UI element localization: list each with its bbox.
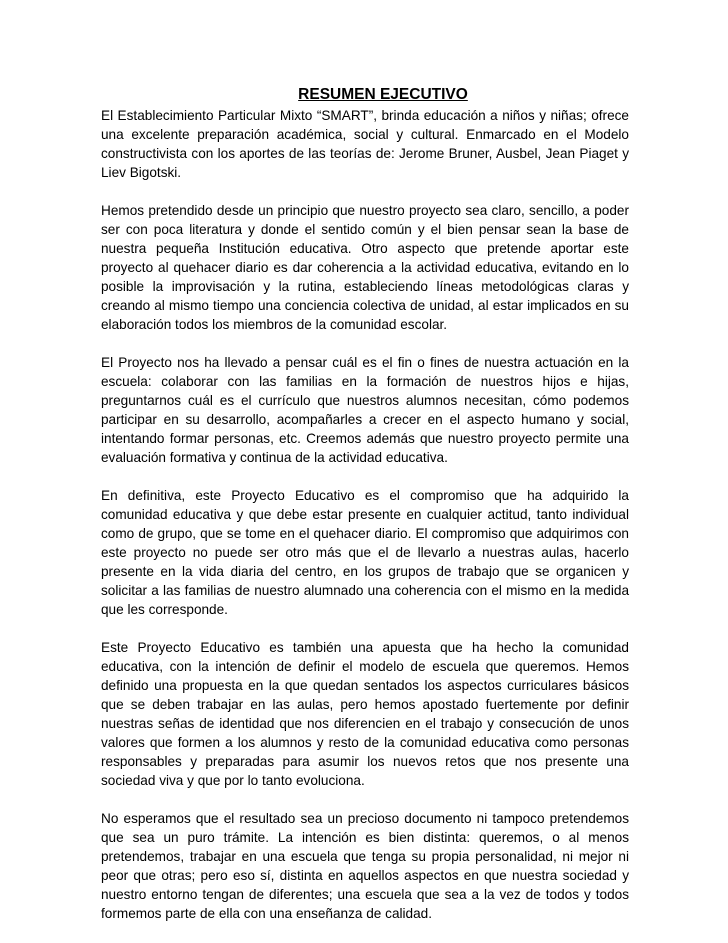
- paragraph-intro: El Establecimiento Particular Mixto “SMART”, brinda educación a niños y niñas; ofrece una excelente preparación académica, social y cultural. Enmarcado en el Modelo constructivista con los aportes de las teorías de: Jerome Bruner, Ausbel, Jean Piaget y Liev Bigotski.: [101, 108, 629, 180]
- paragraph-goals: El Proyecto nos ha llevado a pensar cuál es el fin o fines de nuestra actuación en la escuela: colaborar con las familias en la formación de nuestros hijos e hijas, preguntarnos cuál es el currículo que nuestros alumnos necesitan, cómo podemos participar en su desarrollo, acompañarles a crecer en el aspecto humano y social, intentando formar personas, etc. Creemos además que nuestro proyecto permite una evaluación formativa y continua de la actividad educativa.: [101, 355, 629, 465]
- paragraph-commitment: En definitiva, este Proyecto Educativo es el compromiso que ha adquirido la comunidad educativa y que debe estar presente en cualquier actitud, tanto individual como de grupo, que se tome en el quehacer diario. El compromiso que adquirimos con este proyecto no puede ser otro más que el de llevarlo a nuestras aulas, hacerlo presente en la vida diaria del centro, en los grupos de trabajo que se organicen y solicitar a las familias de nuestro alumnado una coherencia con el mismo en la medida que les corresponde.: [101, 488, 629, 617]
- paragraph-purpose: Hemos pretendido desde un principio que nuestro proyecto sea claro, sencillo, a poder ser con poca literatura y donde el sentido común y el bien pensar sean la base de nuestra pequeña Institución educativa. Otro aspecto que pretende aportar este proyecto al quehacer diario es dar coherencia a la actividad educativa, evitando en lo posible la improvisación y la rutina, estableciendo líneas metodológicas claras y creando al mismo tiempo una conciencia colectiva de unidad, al estar implicados en su elaboración todos los miembros de la comunidad escolar.: [101, 203, 629, 332]
- paragraph-school-model: Este Proyecto Educativo es también una apuesta que ha hecho la comunidad educativa, con la intención de definir el modelo de escuela que queremos. Hemos definido una propuesta en la que quedan sentados los aspectos curriculares básicos que se deben trabajar en las aulas, pero hemos apostado fuertemente por definir nuestras señas de identidad que nos diferencien en el trabajo y consecución de unos valores que formen a los alumnos y resto de la comunidad educativa como personas responsables y preparadas para asumir los nuevos retos que nos presente una sociedad viva y que por lo tanto evoluciona.: [101, 640, 629, 788]
- paragraph-intention: No esperamos que el resultado sea un precioso documento ni tampoco pretendemos que sea un puro trámite. La intención es bien distinta: queremos, o al menos pretendemos, trabajar en una escuela que tenga su propia personalidad, ni mejor ni peor que otras; pero eso sí, distinta en aquellos aspectos en que nuestra sociedad y nuestro entorno tengan de diferentes; una escuela que sea a la vez de todos y todos formemos parte de ella con una enseñanza de calidad.: [101, 811, 629, 921]
- document-page: [101, 85, 629, 923]
- document-title: RESUMEN EJECUTIVO: [298, 86, 468, 103]
